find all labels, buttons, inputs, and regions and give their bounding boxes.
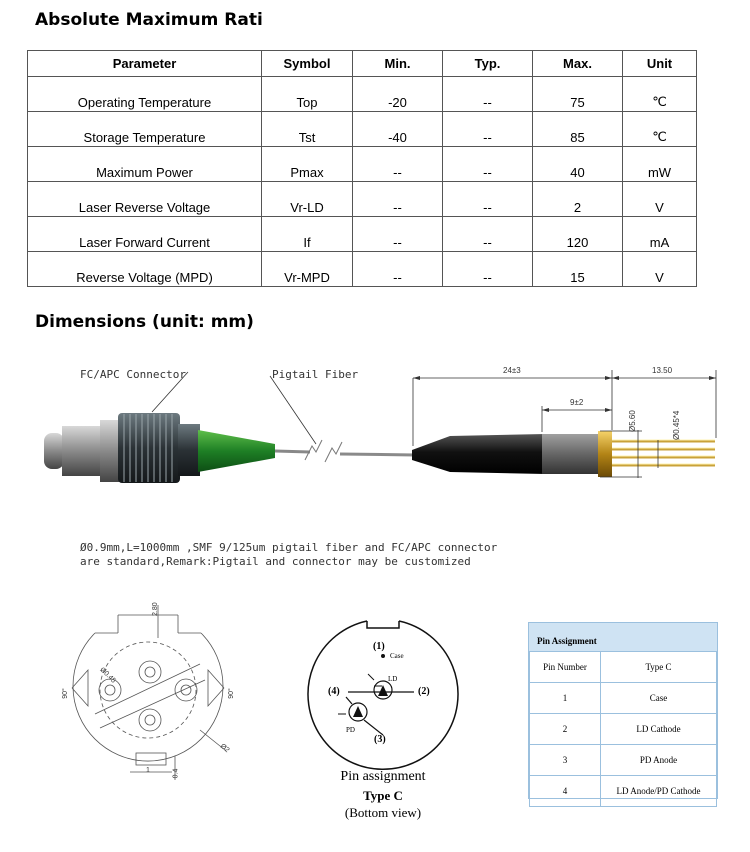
cell: Reverse Voltage (MPD)	[28, 252, 262, 287]
pin-2-label: (2)	[418, 686, 430, 697]
cell: --	[353, 147, 443, 182]
dim-9: 9±2	[570, 398, 584, 407]
cell: -40	[353, 112, 443, 147]
cell: Operating Temperature	[28, 77, 262, 112]
type-c-caption: Type C	[363, 788, 403, 803]
ld-label: LD	[388, 675, 398, 683]
dim-1: 1	[146, 767, 150, 774]
cell: --	[443, 112, 533, 147]
cell: mA	[623, 217, 697, 252]
pd-label: PD	[346, 726, 355, 734]
pin-table-header	[530, 652, 717, 683]
cell: 40	[533, 147, 623, 182]
header-typ: Typ.	[443, 51, 533, 77]
table-row	[530, 745, 717, 776]
pin-assignment-table	[528, 622, 718, 799]
header-unit: Unit	[623, 51, 697, 77]
dim-24: 24±3	[503, 366, 521, 375]
pigtail-fiber	[305, 440, 415, 462]
cell: 2	[533, 182, 623, 217]
pin-function-cell: LD Cathode	[601, 714, 717, 745]
cell: -20	[353, 77, 443, 112]
cell: Laser Reverse Voltage	[28, 182, 262, 217]
table-row	[530, 714, 717, 745]
cell: --	[353, 252, 443, 287]
connector-label: FC/APC Connector	[80, 368, 186, 381]
dim-90-left: 90°	[61, 688, 69, 699]
cell: --	[443, 77, 533, 112]
cell: --	[443, 182, 533, 217]
bottom-view-caption: (Bottom view)	[344, 805, 422, 820]
cell: Vr-LD	[262, 182, 353, 217]
base-footprint-drawing	[0, 0, 300, 852]
cell: Storage Temperature	[28, 112, 262, 147]
cell: --	[353, 217, 443, 252]
pin-function-cell: Case	[601, 683, 717, 714]
note-line-1: Ø0.9mm,L=1000mm ,SMF 9/125um pigtail fiber and FC/APC connector	[80, 541, 498, 554]
cell: 85	[533, 112, 623, 147]
pin-function-cell: PD Anode	[601, 745, 717, 776]
dim-045-pin: Ø0.45	[98, 666, 117, 685]
pin-number-cell: 2	[530, 714, 601, 745]
pin-1-label: (1)	[373, 641, 385, 652]
dim-diameter: Ø2	[218, 742, 231, 755]
header-min: Min.	[353, 51, 443, 77]
pin-4-label: (4)	[328, 686, 340, 697]
header-parameter: Parameter	[28, 51, 262, 77]
cell: If	[262, 217, 353, 252]
section-title-max-ratings: Absolute Maximum Rati	[35, 10, 263, 30]
cell: V	[623, 182, 697, 217]
fiber-label: Pigtail Fiber	[272, 368, 359, 381]
header-symbol: Symbol	[262, 51, 353, 77]
cell: Maximum Power	[28, 147, 262, 182]
dim-90-right: 90°	[227, 688, 235, 699]
cell: Tst	[262, 112, 353, 147]
cell: --	[443, 217, 533, 252]
pin-number-header: Pin Number	[530, 652, 601, 683]
cell: 15	[533, 252, 623, 287]
table-row	[530, 683, 717, 714]
pin-number-cell: 3	[530, 745, 601, 776]
cell: --	[443, 147, 533, 182]
type-c-header: Type C	[601, 652, 717, 683]
cell: mW	[623, 147, 697, 182]
dim-560: Ø5.60	[628, 410, 637, 432]
pin-3-label: (3)	[374, 734, 386, 745]
dim-1350: 13.50	[652, 366, 673, 375]
pin-number-cell: 4	[530, 776, 601, 807]
dim-045: Ø0.45*4	[672, 410, 681, 440]
cell: ℃	[623, 77, 697, 112]
cell: ℃	[623, 112, 697, 147]
cell: Pmax	[262, 147, 353, 182]
cell: 75	[533, 77, 623, 112]
dim-280: 2.80	[152, 602, 159, 616]
cell: --	[353, 182, 443, 217]
cell: Top	[262, 77, 353, 112]
case-label: Case	[390, 652, 404, 660]
cell: --	[443, 252, 533, 287]
cell: Vr-MPD	[262, 252, 353, 287]
section-title-dimensions: Dimensions (unit: mm)	[35, 312, 254, 332]
cell: Laser Forward Current	[28, 217, 262, 252]
note-line-2: are standard,Remark:Pigtail and connector may be customized	[80, 555, 471, 568]
pin-number-cell: 1	[530, 683, 601, 714]
laser-module-body	[412, 431, 715, 477]
pin-assignment-caption: Pin assignment	[340, 769, 426, 784]
table-row	[530, 776, 717, 807]
dim-04: 0.4	[172, 768, 180, 779]
pin-function-cell: LD Anode/PD Cathode	[601, 776, 717, 807]
cell: V	[623, 252, 697, 287]
header-max: Max.	[533, 51, 623, 77]
cell: 120	[533, 217, 623, 252]
pin-table-title: Pin Assignment	[529, 623, 717, 651]
